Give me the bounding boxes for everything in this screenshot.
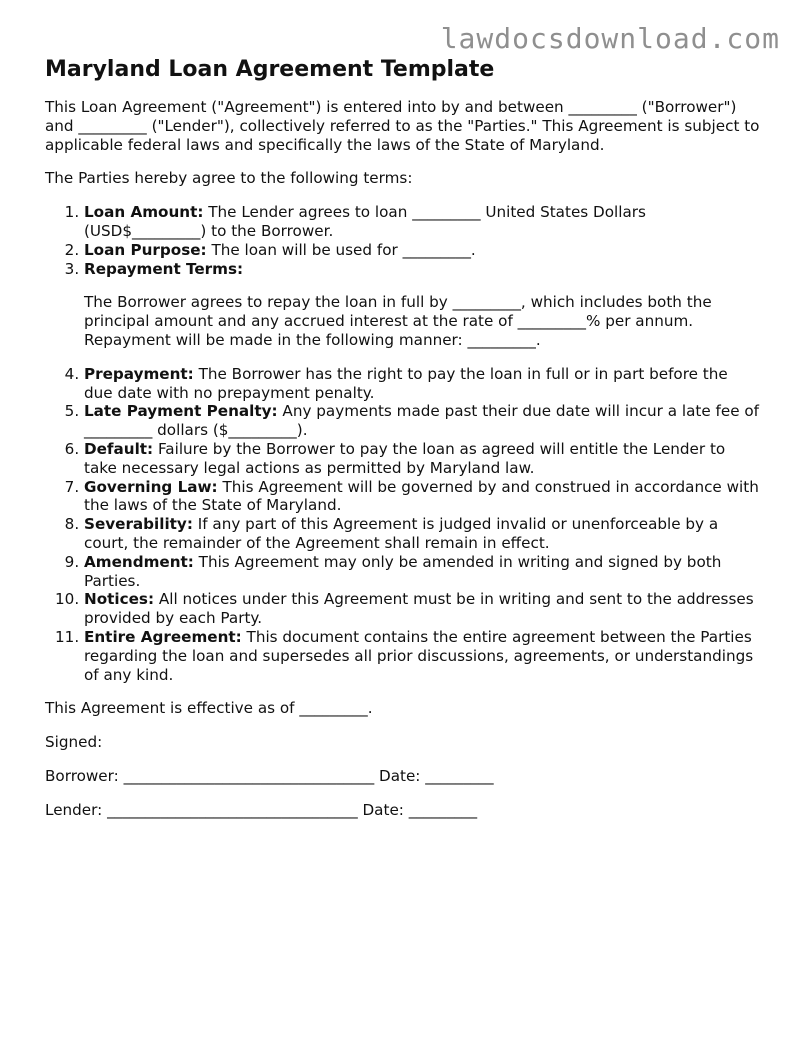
term-text: Any payments made past their due date will incur a late fee of _________ dollars ($_________). bbox=[84, 402, 760, 440]
term-title: Prepayment: bbox=[84, 364, 194, 383]
term-text: This Agreement will be governed by and construed in accordance with the laws of the State of Maryland. bbox=[84, 477, 759, 515]
term-late-payment-penalty bbox=[84, 402, 760, 440]
term-loan-amount bbox=[84, 203, 760, 241]
repayment-terms-detail: The Borrower agrees to repay the loan in full by _________, which includes both the principal amount and any accrued interest at the rate of _________% per annum. Repayment will be made in the following manner: _________. bbox=[84, 293, 712, 349]
terms-list bbox=[45, 203, 760, 684]
signed-label: Signed: bbox=[45, 733, 103, 752]
intro-paragraph: This Loan Agreement ("Agreement") is entered into by and between _________ ("Borrower") and _________ ("Lender"), collectively referred to as the "Parties." This Agreement is subject to applicable federal laws and specifically the laws of the State of Maryland. bbox=[45, 98, 760, 154]
term-title: Default: bbox=[84, 439, 154, 458]
term-repayment-terms bbox=[84, 260, 760, 350]
term-text: The Lender agrees to loan _________ United States Dollars (USD$_________) to the Borrower. bbox=[84, 203, 646, 240]
term-loan-purpose bbox=[84, 241, 760, 260]
term-severability bbox=[84, 515, 760, 553]
term-title: Governing Law: bbox=[84, 477, 218, 496]
term-title: Entire Agreement: bbox=[84, 627, 242, 646]
effective-date-line: This Agreement is effective as of _________. bbox=[45, 699, 373, 718]
term-text: The loan will be used for _________. bbox=[206, 240, 476, 259]
term-title: Loan Amount: bbox=[84, 203, 204, 222]
term-text: All notices under this Agreement must be in writing and sent to the addresses provided by each Party. bbox=[84, 590, 754, 628]
document-page bbox=[45, 56, 760, 835]
term-entire-agreement bbox=[84, 628, 760, 684]
lender-signature-line: Lender: _________________________________ Date: _________ bbox=[45, 800, 478, 819]
term-title: Loan Purpose: bbox=[84, 240, 207, 259]
term-default bbox=[84, 440, 760, 478]
term-title: Notices: bbox=[84, 590, 155, 609]
lead-in-paragraph: The Parties hereby agree to the following terms: bbox=[45, 169, 413, 188]
term-text: The Borrower has the right to pay the loan in full or in part before the due date with no prepayment penalty. bbox=[84, 364, 728, 402]
term-text: If any part of this Agreement is judged invalid or unenforceable by a court, the remainder of the Agreement shall remain in effect. bbox=[84, 515, 719, 552]
term-title: Severability: bbox=[84, 515, 193, 534]
term-title: Amendment: bbox=[84, 552, 194, 571]
term-prepayment bbox=[84, 365, 760, 403]
term-text: This document contains the entire agreement between the Parties regarding the loan and supersedes all prior discussions, agreements, or understandings of any kind. bbox=[84, 627, 754, 684]
term-text: Failure by the Borrower to pay the loan as agreed will entitle the Lender to take necessary legal actions as permitted by Maryland law. bbox=[84, 439, 726, 477]
borrower-signature-line: Borrower: _________________________________ Date: _________ bbox=[45, 766, 494, 785]
term-title: Late Payment Penalty: bbox=[84, 402, 278, 421]
term-text: This Agreement may only be amended in writing and signed by both Parties. bbox=[84, 552, 722, 590]
term-title: Repayment Terms: bbox=[84, 259, 244, 278]
term-notices bbox=[84, 590, 760, 628]
watermark-text: lawdocsdownload.com bbox=[440, 22, 780, 55]
term-amendment bbox=[84, 553, 760, 591]
document-title: Maryland Loan Agreement Template bbox=[45, 57, 495, 82]
term-governing-law bbox=[84, 478, 760, 516]
